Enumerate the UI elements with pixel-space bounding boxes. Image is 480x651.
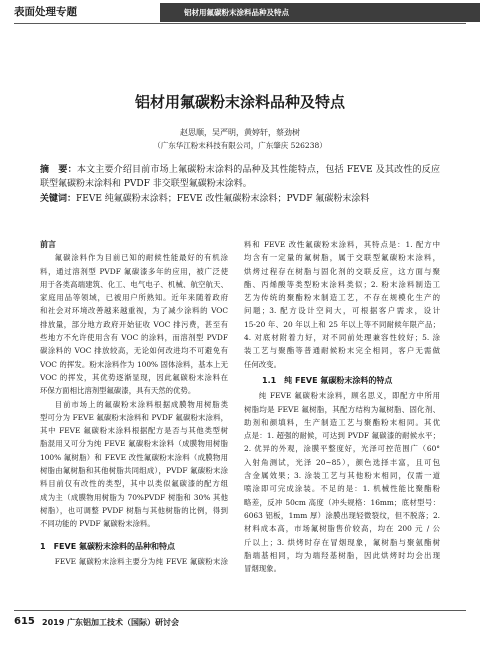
text-line: 树脂由氟树脂和其他树脂共同组成），PVDF 氟碳粉末涂 <box>40 466 228 476</box>
paragraph <box>244 389 440 575</box>
text-line: 装工艺与聚酯等普通耐候粉末完全相同，客户无需做 <box>244 346 440 356</box>
section-label: 表面处理专题 <box>14 6 77 18</box>
text-line: 100% 氟树脂）和 FEVE 改性氟碳粉末涂料（成膜物用 <box>40 452 228 462</box>
abstract-text: 本文主要介绍目前市场上氟碳粉末涂料的品种及其性能特点，包括 FEVE 及其改性的反应 <box>76 165 440 175</box>
keywords-label: 关键词： <box>40 194 77 204</box>
text-line: 2. 优异的外观，涂膜平整度好，光泽可控范围广（60° <box>244 444 440 454</box>
abstract <box>40 163 440 191</box>
paper-title: 铝材用氟碳粉末涂料品种及特点 <box>134 93 345 111</box>
author-list: 赵思顺，吴严明，黄婷轩，蔡劲树 <box>180 128 300 137</box>
text-line: VOC 的挥发。粉末涂料作为 100% 固体涂料，基本上无 <box>40 359 228 369</box>
text-line: 家庭用品等领域，已被用户所熟知。近年来随着政府 <box>40 293 228 303</box>
abstract-line <box>40 163 440 177</box>
footer-rule <box>14 610 466 611</box>
text-line: 脂端基相同，均为端羟基树脂，因此烘烤时均会出现 <box>244 550 440 560</box>
abstract-line: 联型氟碳粉末涂料和 PVDF 非交联型氟碳粉末涂料。 <box>40 179 252 189</box>
text-line: 成为主（成膜物用树脂为 70%PVDF 树脂和 30% 其他 <box>40 492 228 502</box>
section-heading <box>40 540 228 553</box>
section-number: 1 <box>40 541 46 551</box>
text-line: 问题；3. 配方设计空间大，可根据客户需求，设计 <box>244 306 440 316</box>
text-line: 含金属效果；3. 涂装工艺与其他粉末相同，仅需一道 <box>244 471 440 481</box>
section-title: FEVE 氟碳粉末涂料的品种和特点 <box>53 541 175 551</box>
text-line: 氟碳涂料作为目前已知的耐候性能最好的有机涂 <box>54 253 228 263</box>
text-line: 料目前仅有改性的类型，其中以类似氟碳漆的配方组 <box>40 479 228 489</box>
abstract-label: 摘 要： <box>40 165 77 175</box>
text-line: 型可分为 FEVE 氟碳粉末涂料和 PVDF 氟碳粉末涂料， <box>40 412 228 422</box>
text-line: 4. 对底材附着力好，对不同前处理兼容性较好；5. 涂 <box>244 333 440 343</box>
keywords-line <box>40 192 440 206</box>
text-line: 均含有一定量的氟树脂，属于交联型氟碳粉末涂料， <box>244 253 440 263</box>
text-line: 用于各类高端建筑、化工、电气电子、机械、航空航天、 <box>40 279 228 289</box>
paragraph <box>40 251 228 397</box>
text-line: 环保方面相比溶剂型氟碳漆，具有天然的优势。 <box>40 386 196 396</box>
text-line: 喷涂即可完成涂装。不足的是：1. 机械性能比聚酯粉 <box>244 484 440 494</box>
subsection-number: 1.1 <box>262 375 277 385</box>
paragraph <box>244 238 440 371</box>
text-line: 树脂均是 FEVE 氟树脂，其配方结构为氟树脂、固化剂、 <box>244 404 440 414</box>
text-line: 些地方不允许使用含有 VOC 的涂料，而溶剂型 PVDF <box>40 333 228 343</box>
text-line: 其中 FEVE 氟碳粉末涂料根据配方是否与其他类型树 <box>40 426 228 436</box>
text-line: 酯、丙烯酸等类型粉末涂料类似；2. 粉末涂料制造工 <box>244 279 440 289</box>
text-line: 烘烤过程存在树脂与固化剂的交联反应，这方面与聚 <box>244 266 440 276</box>
keywords-text: FEVE 纯氟碳粉末涂料；FEVE 改性氟碳粉末涂料；PVDF 氟碳粉末涂料 <box>76 194 370 204</box>
text-line: 艺为传统的聚酯粉末制造工艺，不存在规模化生产的 <box>244 293 440 303</box>
running-title: 铝材用氟碳粉末涂料品种及特点 <box>184 8 289 17</box>
text-line: 任何改变。 <box>244 359 281 369</box>
text-line: 助剂和颜填料，生产制造工艺与聚酯粉末相同。其优 <box>244 417 440 427</box>
text-line: 碳涂料的 VOC 排放较高，无论如何改进均不可避免有 <box>40 346 228 356</box>
running-title-bar <box>160 3 480 22</box>
conference-name: 2019 广东铝加工技术（国际）研讨会 <box>42 618 180 627</box>
text-line: FEVE 氟碳粉末涂料主要分为纯 FEVE 氟碳粉末涂 <box>54 556 228 566</box>
text-line: VOC 的挥发，其优势逐渐显现，因此氟碳粉末涂料在 <box>40 372 228 382</box>
text-line: 入射角测试，光泽 20~85），颜色选择丰富，且可包 <box>244 457 440 467</box>
text-line: 料，通过溶剂型 PVDF 氟碳漆多年的应用，被广泛使 <box>40 266 228 276</box>
text-line: 6063 铝板，1mm 厚）涂膜出现轻微裂纹，但不脱落；2. <box>244 510 440 520</box>
text-line: 点是：1. 超强的耐候，可达到 PVDF 氟碳漆的耐候水平； <box>244 431 440 441</box>
subsection-heading <box>244 374 440 387</box>
text-line: 排放量，部分地方政府开始征收 VOC 排污费，甚至有 <box>40 319 228 329</box>
affiliation: （广东华江粉末科技有限公司，广东肇庆 526238） <box>153 141 327 150</box>
text-line: 脂混用又可分为纯 FEVE 氟碳粉末涂料（成膜物用树脂 <box>40 439 228 449</box>
paragraph <box>40 398 228 531</box>
text-line: 树脂），也可调整 PVDF 树脂与其他树脂的比例，得到 <box>40 505 228 515</box>
text-line: 冒烟现象。 <box>244 564 281 574</box>
subsection-title: 纯 FEVE 氟碳粉末涂料的特点 <box>284 375 393 385</box>
text-line: 纯 FEVE 氟碳粉末涂料，顾名思义，即配方中所用 <box>258 391 440 401</box>
keywords <box>40 192 440 206</box>
text-line: 料和 FEVE 改性氟碳粉末涂料，其特点是：1. 配方中 <box>244 240 440 249</box>
text-line: 和社会对环境改善越来越重视，为了减少涂料的 VOC <box>40 306 228 316</box>
text-line: 15-20 年、20 年以上和 25 年以上等不同耐候年限产品； <box>244 319 440 329</box>
page-number: 615 <box>14 616 35 627</box>
paragraph <box>40 555 228 568</box>
right-column <box>244 238 440 575</box>
preface-heading: 前言 <box>40 240 56 249</box>
text-line: 材料成本高，市场氟树脂售价较高，均在 200 元 / 公 <box>244 524 440 534</box>
header-rule <box>14 23 466 24</box>
text-line: 斤以上；3. 烘烤时存在冒烟现象，氟树脂与聚氨酯树 <box>244 537 440 547</box>
text-line: 略差，反冲 50cm 高度（冲头规格：16mm；底材型号： <box>244 497 440 507</box>
text-line: 不同功能的 PVDF 氟碳粉末涂料。 <box>40 519 155 529</box>
text-line: 目前市场上的氟碳粉末涂料根据成膜物用树脂类 <box>54 399 228 409</box>
left-column <box>40 238 228 568</box>
